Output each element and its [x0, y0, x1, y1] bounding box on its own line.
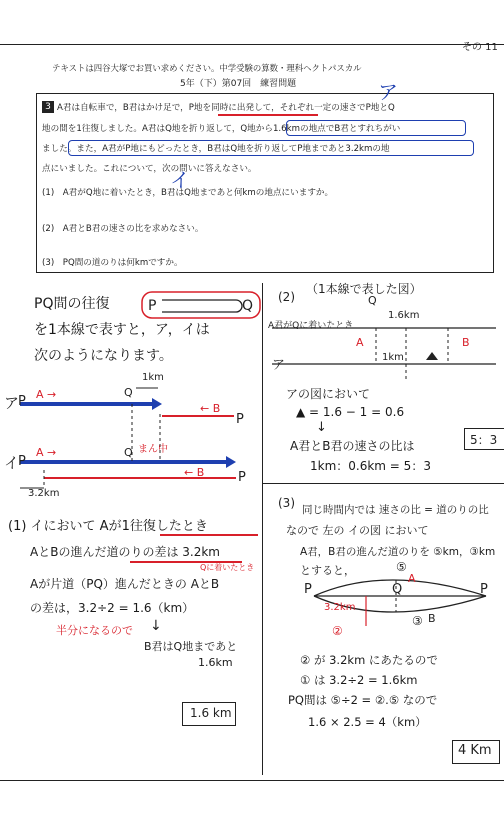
sol1-line-4: の差は，3.2÷2 = 1.6（km） [30, 601, 195, 615]
header-line: テキストは四谷大塚でお買い求めください。中学受験の算数・理科ヘクトパスカル [52, 63, 362, 73]
problem-line-3: ました。また，A君がP地にもどったとき，B君はQ地を折り返してP地まであと3.2kmの地 [42, 144, 390, 154]
label-p-2: P [236, 412, 244, 427]
sol1-underline [160, 534, 258, 536]
s3-b: B [428, 612, 436, 625]
label-q-2: Q [124, 446, 133, 459]
annotation-a-marker: ア [378, 80, 398, 104]
s3-diagram [266, 566, 504, 646]
s2-b: B [462, 336, 470, 349]
column-divider [262, 283, 263, 775]
s2-dist-1km: 1km [382, 352, 404, 363]
sol1-line-2: AとBの進んだ道のりの差は 3.2km [30, 545, 220, 559]
s3-number: (3) [278, 496, 295, 510]
s3-math-2: ① は 3.2÷2 = 1.6km [300, 673, 418, 687]
sol1-line-5: B君はQ地まであと [144, 640, 238, 653]
b-arrow-2: ← B [184, 466, 205, 479]
s3-p-left: P [304, 582, 312, 597]
problem-number: 3 [42, 101, 54, 113]
s2-line-4: A君とB君の速さの比は [290, 439, 415, 453]
question-1: (1) A君がQ地に着いたとき，B君はQ地まであと何kmの地点にいますか。 [42, 188, 334, 198]
answer-1: 1.6 km [190, 706, 232, 720]
s3-line-3: A君，B君の進んだ道のりを ⑤km，③km [300, 546, 496, 558]
dist-3-2km: 3.2km [28, 488, 60, 499]
s3-a: A [408, 572, 416, 585]
label-p-4: P [238, 470, 246, 485]
right-divider [263, 483, 504, 484]
sol1-line-6: 1.6km [198, 656, 233, 669]
s2-dist-16: 1.6km [388, 310, 420, 321]
label-q-1: Q [124, 386, 133, 399]
intro-pq-diagram [140, 290, 262, 320]
note-half: 半分になるので [56, 624, 133, 637]
bottom-rule [0, 780, 504, 781]
problem-line-2: 地の間を1往復しました。A君はQ地を折り返して，Q地から1.6kmの地点でB君とすれちがい [42, 124, 401, 134]
question-3: (3) PQ間の道のりは何kmですか。 [42, 258, 183, 268]
top-rule [0, 44, 504, 45]
mannaka-note: まん中 [138, 444, 168, 455]
note-q-arrive: Qに着いたとき [200, 563, 255, 572]
s2-a-note: A君がQに着いたとき [268, 321, 354, 331]
s3-32km: 3.2km [324, 602, 356, 613]
sol1-line-1: (1) イにおいて Aが1往復したとき [8, 519, 208, 534]
s2-q: Q [368, 294, 377, 307]
s3-line-2: なので 左の イの図 において [286, 524, 429, 537]
b-arrow-1: ← B [200, 402, 221, 415]
label-p-3: P [18, 454, 26, 469]
intro-line-2: を1本線で表すと，ア，イは [34, 322, 210, 338]
page-title: 5年（下）第07回 練習問題 [180, 79, 297, 89]
s2-number: (2) [278, 290, 295, 304]
annotation-i-marker: イ [170, 168, 190, 192]
answer-2: 5：3 [470, 433, 498, 447]
s2-a: A [356, 336, 364, 349]
s3-q: Q [392, 582, 403, 597]
s2-line-1: アの図において [286, 387, 371, 401]
s3-math-3: PQ間は ⑤÷2 = ②.⑤ なので [288, 693, 438, 707]
intro-line-3: 次のようになります。 [34, 348, 173, 364]
a-arrow-2: A → [36, 446, 57, 459]
highlight-blue-2 [68, 140, 474, 156]
s3-math-1: ② が 3.2km にあたるので [300, 653, 438, 667]
s2-line-a: ア [272, 358, 286, 373]
dist-1km: 1km [142, 372, 164, 383]
intro-line-1: PQ間の往復 [34, 296, 110, 312]
a-arrow-1: A → [36, 388, 57, 401]
s2-line-3: ↓ [316, 420, 327, 435]
svg-text:Q: Q [242, 298, 254, 314]
s3-math-4: 1.6 × 2.5 = 4（km） [308, 715, 427, 729]
label-p-1: P [18, 394, 26, 409]
highlight-blue-1 [286, 120, 466, 136]
label-a-line: ア [4, 394, 20, 412]
s2-line-2: ▲ = 1.6 − 1 = 0.6 [296, 405, 405, 419]
answer-3: 4 Km [458, 743, 492, 758]
highlight-red [218, 114, 318, 116]
s3-p-right: P [480, 582, 488, 597]
label-i-line: イ [4, 454, 20, 472]
s3-line-1: 同じ時間内では 速さの比 = 道のりの比 [302, 504, 489, 516]
problem-line-1: A君は自転車で，B君はかけ足で，P地を同時に出発して，それぞれ一定の速さでP地とQ [57, 103, 395, 113]
sol1-line-3: Aが片道（PQ）進んだときの AとB [30, 577, 220, 591]
question-2: (2) A君とB君の速さの比を求めなさい。 [42, 224, 204, 234]
s3-3: ③ [412, 614, 423, 628]
s3-2: ② [332, 624, 343, 638]
page-number: その 11 [462, 42, 498, 53]
arrow-down-1: ↓ [150, 618, 162, 634]
s3-5: ⑤ [396, 560, 407, 574]
s3-line-4: とすると， [300, 564, 355, 577]
s2-title: （1本線で表した図） [306, 282, 422, 296]
svg-text:P: P [148, 298, 157, 314]
s2-line-5: 1km：0.6km = 5：3 [310, 459, 431, 473]
problem-line-4: 点にいました。これについて，次の問いに答えなさい。 [42, 164, 257, 174]
